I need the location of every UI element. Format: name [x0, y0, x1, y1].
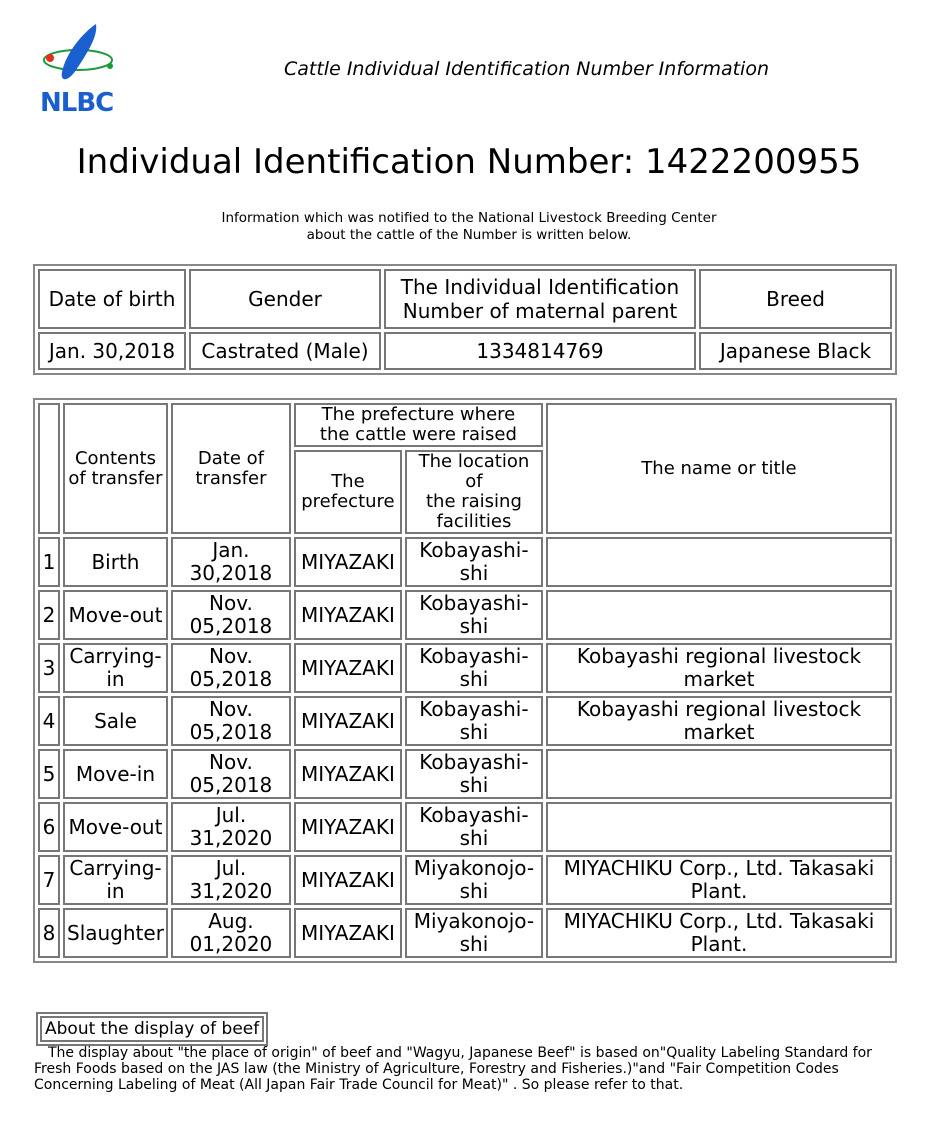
- row-date-line2: 05,2018: [189, 773, 273, 797]
- row-location: [405, 643, 543, 693]
- row-contents-text: Sale: [94, 708, 137, 733]
- row-location: [405, 749, 543, 799]
- row-location-line1: Kobayashi-: [419, 644, 529, 668]
- summary-table: [33, 264, 897, 375]
- row-name: [546, 696, 892, 746]
- logo-text: NLBC: [40, 88, 114, 118]
- header-location-line4: facilities: [436, 511, 512, 532]
- row-number: 7: [38, 855, 60, 905]
- row-prefecture: MIYAZAKI: [294, 537, 402, 587]
- row-date-line1: Nov.: [209, 750, 253, 774]
- row-date: [171, 537, 291, 587]
- page-title: [0, 142, 938, 182]
- summary-header-row: [38, 269, 892, 329]
- about-box: [36, 1012, 268, 1046]
- row-contents-text: Carrying-in: [69, 856, 162, 903]
- row-date-line2: 31,2020: [189, 879, 273, 903]
- header-contents-line1: Contents: [74, 447, 156, 469]
- title-label: Individual Identification Number: [76, 142, 623, 182]
- about-text: The display about "the place of origin" of beef and "Wagyu, Japanese Beef" is based on"Quality Labeling Standard for Fresh Foods based on the JAS law (the Ministry of Agriculture, Forestry and Fisheries.)"and "Fair Competition Codes Concerning Labeling of Meat (All Japan Fair Trade Council for Meat)" . So please refer to that.: [34, 1045, 872, 1093]
- row-location-line1: Kobayashi-: [419, 591, 529, 615]
- row-number: 8: [38, 908, 60, 958]
- row-name-line1: Kobayashi regional livestock: [576, 644, 862, 668]
- table-row: [38, 643, 892, 693]
- row-date-line2: 05,2018: [189, 720, 273, 744]
- row-contents: [63, 590, 168, 640]
- header-raised-line2: the cattle were raised: [319, 424, 517, 445]
- row-location-line2: shi: [459, 879, 489, 903]
- header-prefecture-line2: prefecture: [301, 491, 395, 512]
- row-date-line2: 05,2018: [189, 614, 273, 638]
- header-location-line1: The location: [418, 451, 530, 472]
- row-contents-text: Move-out: [68, 814, 163, 839]
- row-contents: [63, 908, 168, 958]
- row-contents: [63, 802, 168, 852]
- row-name: [546, 643, 892, 693]
- row-prefecture: MIYAZAKI: [294, 855, 402, 905]
- info-note-line1: Information which was notified to the National Livestock Breeding Center: [221, 210, 717, 226]
- row-location: [405, 855, 543, 905]
- row-contents: [63, 855, 168, 905]
- header-breed: Breed: [699, 269, 892, 329]
- header-prefecture-group: [294, 403, 543, 447]
- identification-number: 1422200955: [645, 142, 862, 182]
- row-number: 1: [38, 537, 60, 587]
- row-date-line2: 05,2018: [189, 667, 273, 691]
- row-name: [546, 855, 892, 905]
- row-date: [171, 855, 291, 905]
- row-location-line1: Miyakonojo-: [413, 909, 535, 933]
- value-breed: Japanese Black: [699, 332, 892, 370]
- row-date-line1: Jul.: [215, 803, 247, 827]
- header-contents-of-transfer: [63, 403, 168, 534]
- row-name-line1: MIYACHIKU Corp., Ltd. Takasaki: [563, 909, 875, 933]
- table-row: [38, 696, 892, 746]
- row-location-line1: Kobayashi-: [419, 697, 529, 721]
- row-date-line2: 31,2020: [189, 826, 273, 850]
- row-number: 3: [38, 643, 60, 693]
- row-location: [405, 908, 543, 958]
- row-location-line2: shi: [459, 773, 489, 797]
- row-contents: [63, 643, 168, 693]
- header-location: [405, 450, 543, 534]
- value-maternal-parent: 1334814769: [384, 332, 696, 370]
- row-prefecture: MIYAZAKI: [294, 590, 402, 640]
- value-gender: Castrated (Male): [189, 332, 381, 370]
- row-location-line2: shi: [459, 826, 489, 850]
- header-date-of-transfer: [171, 403, 291, 534]
- row-contents-text: Birth: [91, 549, 140, 574]
- info-note: [0, 210, 938, 244]
- row-contents: [63, 749, 168, 799]
- value-date-of-birth: Jan. 30,2018: [38, 332, 186, 370]
- header-maternal-line2: Number of maternal parent: [402, 299, 678, 323]
- table-row: [38, 802, 892, 852]
- row-location-line1: Kobayashi-: [419, 803, 529, 827]
- row-number: 4: [38, 696, 60, 746]
- row-date-line1: Nov.: [209, 591, 253, 615]
- header-row-number: [38, 403, 60, 534]
- row-name-line2: market: [683, 667, 755, 691]
- row-prefecture: MIYAZAKI: [294, 802, 402, 852]
- row-name: [546, 749, 892, 799]
- row-date-line1: Nov.: [209, 697, 253, 721]
- row-date: [171, 696, 291, 746]
- row-name-line2: market: [683, 720, 755, 744]
- row-name-line2: Plant.: [690, 879, 748, 903]
- header-date-line2: transfer: [195, 467, 267, 489]
- row-location: [405, 802, 543, 852]
- header-location-line3: the raising: [425, 491, 522, 512]
- row-location-line2: shi: [459, 561, 489, 585]
- row-date: [171, 749, 291, 799]
- row-name: [546, 590, 892, 640]
- table-row: [38, 908, 892, 958]
- row-name-line2: Plant.: [690, 932, 748, 956]
- row-name-line1: MIYACHIKU Corp., Ltd. Takasaki: [563, 856, 875, 880]
- row-name: [546, 908, 892, 958]
- header-name-or-title: The name or title: [546, 403, 892, 534]
- row-name: [546, 537, 892, 587]
- info-note-line2: about the cattle of the Number is written below.: [306, 227, 632, 243]
- row-date-line1: Jul.: [215, 856, 247, 880]
- row-contents-text: Move-in: [75, 761, 156, 786]
- row-contents: [63, 537, 168, 587]
- row-date-line1: Aug.: [208, 909, 254, 933]
- row-date-line1: Nov.: [209, 644, 253, 668]
- header-maternal-line1: The Individual Identification: [400, 275, 680, 299]
- row-location-line1: Kobayashi-: [419, 538, 529, 562]
- row-location-line2: shi: [459, 720, 489, 744]
- header-prefecture: [294, 450, 402, 534]
- header-raised-line1: The prefecture where: [321, 404, 516, 425]
- header-title: Cattle Individual Identification Number Information: [284, 58, 769, 80]
- row-prefecture: MIYAZAKI: [294, 908, 402, 958]
- row-location-line2: shi: [459, 932, 489, 956]
- row-date: [171, 590, 291, 640]
- table-row: [38, 749, 892, 799]
- summary-value-row: [38, 332, 892, 370]
- row-date: [171, 643, 291, 693]
- row-number: 5: [38, 749, 60, 799]
- header-contents-line2: of transfer: [68, 467, 163, 489]
- row-location-line2: shi: [459, 667, 489, 691]
- transfer-header-row1: [38, 403, 892, 447]
- row-date-line2: 30,2018: [189, 561, 273, 585]
- header-date-of-birth: Date of birth: [38, 269, 186, 329]
- header-prefecture-line1: The: [331, 471, 365, 492]
- transfer-rows: [38, 537, 892, 958]
- row-date: [171, 908, 291, 958]
- row-contents-text: Move-out: [68, 602, 163, 627]
- row-prefecture: MIYAZAKI: [294, 749, 402, 799]
- header-date-line1: Date of: [197, 447, 264, 469]
- row-contents-text: Slaughter: [67, 920, 164, 945]
- row-contents-text: Carrying-in: [69, 644, 162, 691]
- header-gender: Gender: [189, 269, 381, 329]
- row-number: 6: [38, 802, 60, 852]
- row-location-line1: Miyakonojo-: [413, 856, 535, 880]
- row-prefecture: MIYAZAKI: [294, 643, 402, 693]
- row-name-line1: Kobayashi regional livestock: [576, 697, 862, 721]
- row-name: [546, 802, 892, 852]
- row-date-line2: 01,2020: [189, 932, 273, 956]
- row-date-line1: Jan.: [212, 538, 250, 562]
- title-separator: :: [622, 142, 635, 182]
- header-location-line2: of: [465, 471, 483, 492]
- header-maternal-parent: [384, 269, 696, 329]
- row-location-line2: shi: [459, 614, 489, 638]
- row-location: [405, 590, 543, 640]
- table-row: [38, 590, 892, 640]
- about-title: About the display of beef: [40, 1016, 264, 1042]
- row-date: [171, 802, 291, 852]
- transfer-table: [33, 398, 897, 963]
- row-location: [405, 537, 543, 587]
- nlbc-emblem-icon: [36, 22, 126, 92]
- row-prefecture: MIYAZAKI: [294, 696, 402, 746]
- row-contents: [63, 696, 168, 746]
- row-location-line1: Kobayashi-: [419, 750, 529, 774]
- row-location: [405, 696, 543, 746]
- row-number: 2: [38, 590, 60, 640]
- table-row: [38, 855, 892, 905]
- table-row: [38, 537, 892, 587]
